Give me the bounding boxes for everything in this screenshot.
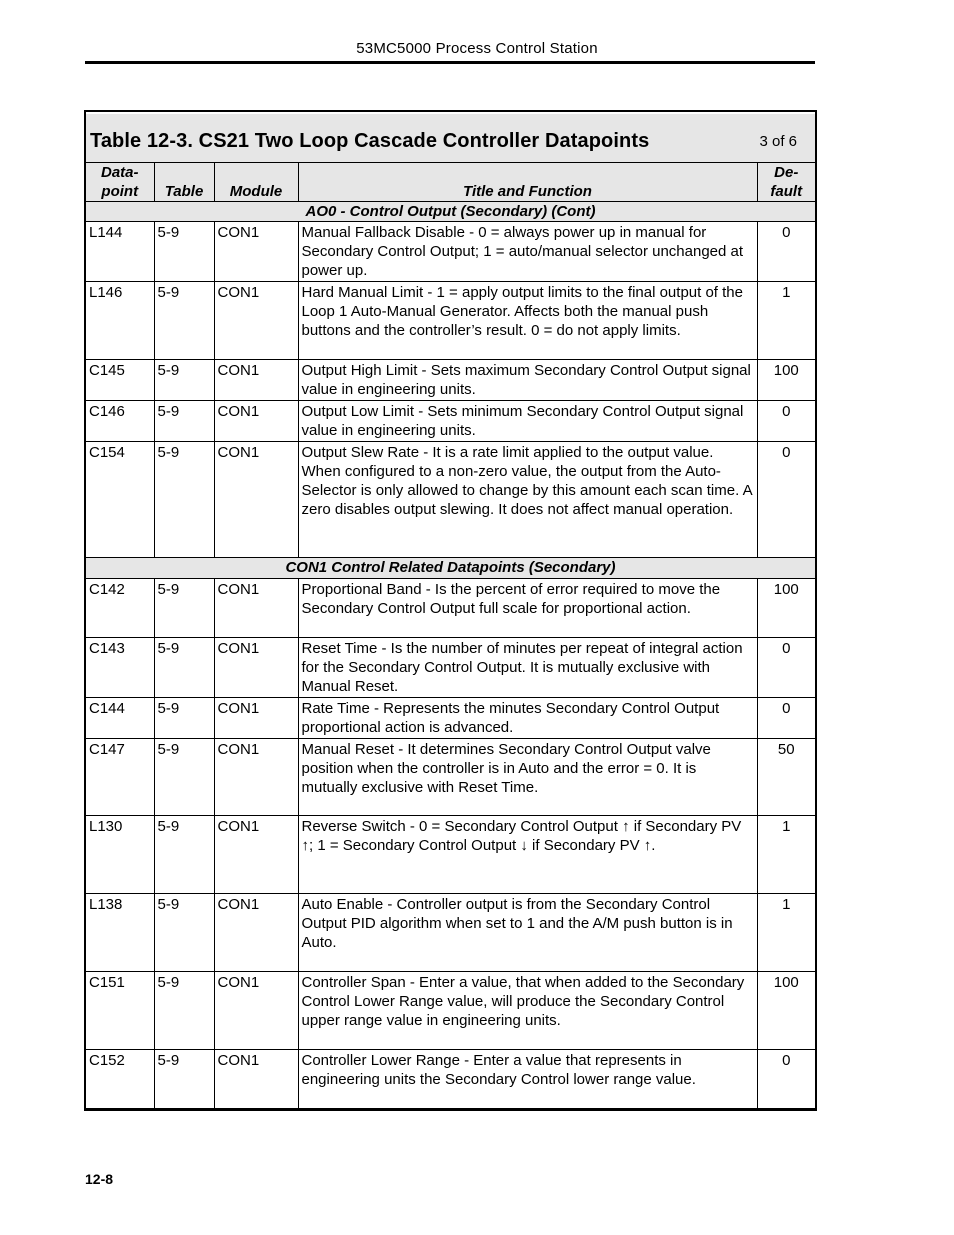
module-cell: CON1 [214,894,298,972]
table-title-bar [86,112,815,163]
title-function-cell: Output Slew Rate - It is a rate limit applied to the output value. When configured to a non-zero value, the output from the Auto-Selector is only allowed to change by this amount each scan time. A zero disables output slewing. It does not affect manual operation. [298,442,757,558]
datapoints-table [85,111,816,1110]
table-ref-cell: 5-9 [154,894,214,972]
datapoints-grid [86,163,815,1109]
datapoint-cell: C145 [86,360,154,401]
datapoint-cell: L146 [86,282,154,360]
module-cell: CON1 [214,401,298,442]
default-cell: 0 [757,442,815,558]
default-cell: 0 [757,1050,815,1109]
page-indicator: 3 of 6 [759,133,797,150]
title-function-cell: Manual Reset - It determines Secondary Control Output valve position when the controller is in Auto and the error = 0. It is mutually exclusive with Reset Time. [298,739,757,816]
datapoint-cell: L138 [86,894,154,972]
table-ref-cell: 5-9 [154,401,214,442]
table-ref-cell: 5-9 [154,282,214,360]
table-title: Table 12-3. CS21 Two Loop Cascade Controller Datapoints [90,130,650,152]
table-ref-cell: 5-9 [154,638,214,698]
module-cell: CON1 [214,282,298,360]
default-cell: 100 [757,579,815,638]
datapoint-cell: L130 [86,816,154,894]
module-cell: CON1 [214,698,298,739]
col-header-default [757,163,815,202]
module-cell: CON1 [214,816,298,894]
datapoint-cell: C144 [86,698,154,739]
module-cell: CON1 [214,360,298,401]
col-header-default-text: De- fault [770,164,803,200]
table-row [86,222,815,282]
datapoint-cell: C147 [86,739,154,816]
module-cell: CON1 [214,442,298,558]
table-row [86,579,815,638]
datapoint-cell: C142 [86,579,154,638]
table-ref-cell: 5-9 [154,816,214,894]
table-ref-cell: 5-9 [154,972,214,1050]
default-cell: 1 [757,894,815,972]
default-cell: 100 [757,972,815,1050]
datapoint-cell: C151 [86,972,154,1050]
default-cell: 1 [757,816,815,894]
module-cell: CON1 [214,579,298,638]
title-function-cell: Output High Limit - Sets maximum Secondary Control Output signal value in engineering units. [298,360,757,401]
header-rule [85,61,815,64]
section-header-row [86,558,815,579]
title-function-cell: Reset Time - Is the number of minutes per repeat of integral action for the Secondary Control Output. It is mutually exclusive with Manual Reset. [298,638,757,698]
default-cell: 0 [757,401,815,442]
datapoint-cell: C152 [86,1050,154,1109]
table-ref-cell: 5-9 [154,579,214,638]
datapoint-cell: C154 [86,442,154,558]
table-ref-cell: 5-9 [154,1050,214,1109]
title-function-cell: Hard Manual Limit - 1 = apply output limits to the final output of the Loop 1 Auto-Manual Generator. Affects both the manual push buttons and the controller’s result. 0 = do not apply limits. [298,282,757,360]
module-cell: CON1 [214,1050,298,1109]
table-row [86,816,815,894]
col-header-table: Table [154,163,214,202]
section-header-row [86,202,815,222]
table-row [86,282,815,360]
module-cell: CON1 [214,222,298,282]
default-cell: 0 [757,222,815,282]
table-row [86,739,815,816]
table-row [86,1050,815,1109]
title-function-cell: Manual Fallback Disable - 0 = always power up in manual for Secondary Control Output; 1 = auto/manual selector unchanged at power up. [298,222,757,282]
default-cell: 0 [757,698,815,739]
module-cell: CON1 [214,972,298,1050]
table-row [86,894,815,972]
module-cell: CON1 [214,638,298,698]
title-function-cell: Proportional Band - Is the percent of error required to move the Secondary Control Output full scale for proportional action. [298,579,757,638]
datapoint-cell: L144 [86,222,154,282]
title-function-cell: Auto Enable - Controller output is from the Secondary Control Output PID algorithm when set to 1 and the A/M push button is in Auto. [298,894,757,972]
title-function-cell: Output Low Limit - Sets minimum Secondary Control Output signal value in engineering units. [298,401,757,442]
col-header-datapoint-text: Data- point [100,164,139,200]
table-row [86,698,815,739]
datapoint-cell: C146 [86,401,154,442]
default-cell: 0 [757,638,815,698]
section-title: CON1 Control Related Datapoints (Secondary) [86,558,815,579]
table-ref-cell: 5-9 [154,222,214,282]
default-cell: 50 [757,739,815,816]
page-number: 12-8 [85,1171,114,1187]
col-header-module: Module [214,163,298,202]
running-header: 53MC5000 Process Control Station [356,40,598,57]
table-ref-cell: 5-9 [154,739,214,816]
col-header-datapoint [86,163,154,202]
table-row [86,401,815,442]
table-row [86,360,815,401]
column-header-row [86,163,815,202]
col-header-title-function: Title and Function [298,163,757,202]
module-cell: CON1 [214,739,298,816]
section-title: AO0 - Control Output (Secondary) (Cont) [86,202,815,222]
table-row [86,442,815,558]
table-ref-cell: 5-9 [154,360,214,401]
title-function-cell: Controller Lower Range - Enter a value that represents in engineering units the Secondary Control lower range value. [298,1050,757,1109]
table-ref-cell: 5-9 [154,698,214,739]
title-function-cell: Controller Span - Enter a value, that when added to the Secondary Control Lower Range value, will produce the Secondary Control upper range value in engineering units. [298,972,757,1050]
title-function-cell: Reverse Switch - 0 = Secondary Control Output ↑ if Secondary PV ↑; 1 = Secondary Control Output ↓ if Secondary PV ↑. [298,816,757,894]
table-ref-cell: 5-9 [154,442,214,558]
table-row [86,972,815,1050]
default-cell: 1 [757,282,815,360]
table-row [86,638,815,698]
title-function-cell: Rate Time - Represents the minutes Secondary Control Output proportional action is advanced. [298,698,757,739]
datapoint-cell: C143 [86,638,154,698]
default-cell: 100 [757,360,815,401]
